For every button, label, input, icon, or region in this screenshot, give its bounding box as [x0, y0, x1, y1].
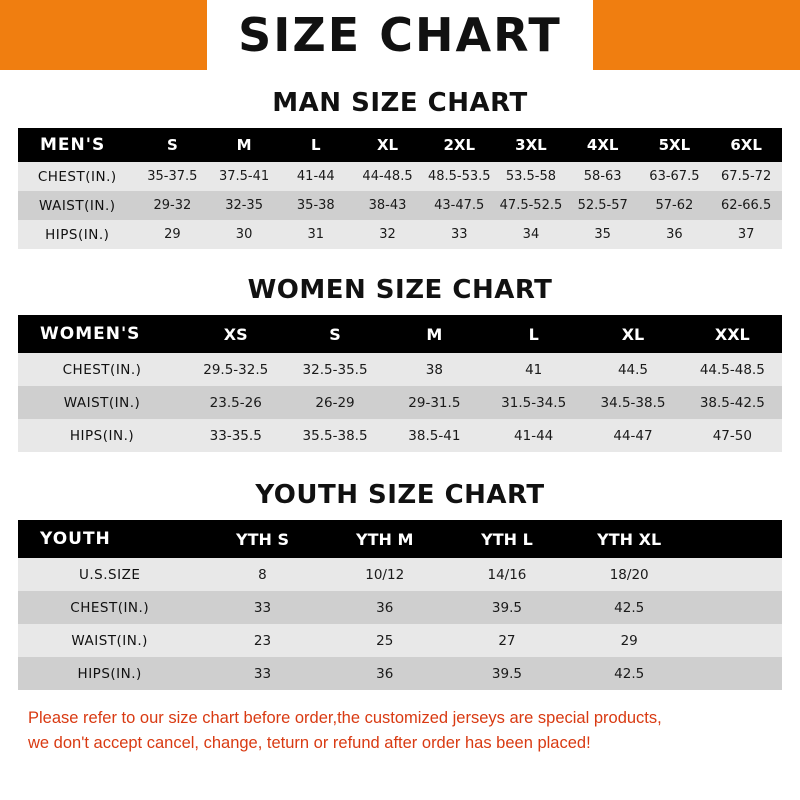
charts-container [0, 70, 800, 800]
man-r1-c6: 52.5-57 [577, 198, 628, 213]
order-notice [28, 706, 772, 756]
youth-r1-c1: 36 [376, 599, 394, 616]
women-r1-c3: 31.5-34.5 [501, 394, 567, 411]
youth-row-3-label: HIPS(IN.) [77, 665, 142, 682]
man-col-6: 4XL [586, 136, 619, 154]
women-r1-c1: 26-29 [315, 394, 355, 411]
man-row-0-label: CHEST(IN.) [37, 168, 117, 185]
youth-r1-spacer [690, 591, 782, 624]
youth-r3-c0: 33 [253, 665, 272, 682]
youth-r0-c1: 10/12 [365, 566, 405, 583]
youth-row-0-label: U.S.SIZE [78, 566, 141, 583]
youth-r3-c3: 42.5 [614, 665, 645, 682]
women-r2-c0: 33-35.5 [209, 427, 262, 444]
man-r2-c0: 29 [164, 227, 181, 242]
man-table-corner: MEN'S [40, 135, 106, 155]
table-row [18, 419, 782, 452]
man-r1-c1: 32-35 [225, 198, 263, 213]
table-row [18, 558, 782, 591]
table-row [18, 624, 782, 657]
youth-r1-c2: 39.5 [491, 599, 522, 616]
man-row-2-label: HIPS(IN.) [45, 226, 110, 243]
youth-r2-c0: 23 [253, 632, 272, 649]
women-r2-c4: 44-47 [613, 427, 653, 444]
youth-r2-c2: 27 [498, 632, 516, 649]
table-row [18, 386, 782, 419]
women-r0-c3: 41 [525, 361, 543, 378]
man-r1-c5: 47.5-52.5 [499, 198, 563, 213]
youth-section-title: YOUTH SIZE CHART [255, 480, 545, 510]
youth-size-table [18, 520, 782, 690]
youth-r3-spacer [690, 657, 782, 690]
man-r1-c8: 62-66.5 [721, 198, 772, 213]
women-r0-c5: 44.5-48.5 [699, 361, 765, 378]
women-row-0-label: CHEST(IN.) [62, 361, 142, 378]
youth-row-2-label: WAIST(IN.) [71, 632, 148, 649]
youth-r1-c3: 42.5 [614, 599, 645, 616]
table-header-row [18, 520, 782, 558]
man-r0-c2: 41-44 [296, 169, 335, 184]
man-section-title: MAN SIZE CHART [272, 88, 528, 118]
youth-r0-c2: 14/16 [487, 566, 527, 583]
youth-col-spacer [690, 520, 782, 558]
page-title: SIZE CHART [238, 8, 562, 62]
women-r0-c2: 38 [425, 361, 443, 378]
women-col-1: S [329, 324, 341, 344]
man-r2-c4: 33 [450, 227, 468, 242]
man-r0-c6: 58-63 [583, 169, 622, 184]
women-table-corner: WOMEN'S [40, 324, 141, 344]
man-r2-c6: 35 [594, 227, 611, 242]
women-r0-c4: 44.5 [617, 361, 649, 378]
youth-col-0: YTH S [235, 529, 289, 549]
youth-r3-c1: 36 [376, 665, 394, 682]
youth-table-corner: YOUTH [40, 529, 111, 549]
youth-col-2: YTH L [481, 529, 533, 549]
man-r0-c7: 63-67.5 [649, 169, 700, 184]
man-r2-c3: 32 [379, 227, 396, 242]
women-r1-c2: 29-31.5 [408, 394, 461, 411]
table-header-row [18, 128, 782, 162]
table-row [18, 191, 782, 220]
table-row [18, 162, 782, 191]
women-col-3: L [528, 324, 539, 344]
youth-r2-spacer [690, 624, 782, 657]
man-r0-c8: 67.5-72 [721, 169, 772, 184]
women-r2-c3: 41-44 [514, 427, 554, 444]
youth-r0-c0: 8 [258, 566, 267, 583]
man-col-3: XL [376, 136, 399, 154]
women-col-4: XL [621, 324, 645, 344]
women-row-2-label: HIPS(IN.) [69, 427, 135, 444]
header-banner [0, 0, 800, 70]
women-r2-c5: 47-50 [712, 427, 752, 444]
man-size-table [18, 128, 782, 249]
table-header-row [18, 315, 782, 353]
youth-row-1-label: CHEST(IN.) [70, 599, 150, 616]
man-r2-c8: 37 [737, 227, 755, 242]
youth-r2-c3: 29 [620, 632, 638, 649]
youth-r3-c2: 39.5 [491, 665, 522, 682]
order-notice-line-1: Please refer to our size chart before order,the customized jerseys are special products, [28, 709, 662, 727]
women-section-title: WOMEN SIZE CHART [247, 275, 553, 305]
youth-col-1: YTH M [356, 529, 414, 549]
women-r0-c0: 29.5-32.5 [203, 361, 269, 378]
order-notice-line-2: we don't accept cancel, change, teturn or refund after order has been placed! [28, 733, 591, 752]
man-r1-c3: 38-43 [368, 198, 407, 213]
women-row-1-label: WAIST(IN.) [63, 394, 141, 411]
man-col-4: 2XL [443, 136, 476, 154]
man-r2-c7: 36 [666, 227, 683, 242]
man-col-8: 6XL [730, 136, 762, 154]
man-r0-c3: 44-48.5 [362, 169, 413, 184]
table-row [18, 220, 782, 249]
youth-r0-c3: 18/20 [609, 566, 649, 583]
women-size-table [18, 315, 782, 452]
women-col-5: XXL [714, 324, 750, 344]
man-r0-c5: 53.5-58 [505, 169, 557, 184]
women-r0-c1: 32.5-35.5 [302, 361, 368, 378]
women-r1-c0: 23.5-26 [209, 394, 262, 411]
youth-r0-spacer [690, 558, 782, 591]
women-r2-c2: 38.5-41 [408, 427, 461, 444]
man-r2-c5: 34 [522, 227, 540, 242]
man-r1-c7: 57-62 [655, 198, 694, 213]
man-col-5: 3XL [515, 136, 547, 154]
youth-col-3: YTH XL [597, 529, 662, 549]
man-r0-c4: 48.5-53.5 [427, 169, 491, 184]
youth-r2-c1: 25 [376, 632, 394, 649]
man-r0-c0: 35-37.5 [147, 169, 198, 184]
women-col-0: XS [223, 324, 248, 344]
man-r1-c2: 35-38 [296, 198, 335, 213]
man-col-1: M [236, 136, 252, 154]
man-col-7: 5XL [658, 136, 691, 154]
man-r2-c2: 31 [307, 227, 325, 242]
man-r2-c1: 30 [235, 227, 253, 242]
youth-r1-c0: 33 [253, 599, 272, 616]
table-row [18, 591, 782, 624]
man-col-2: L [311, 136, 321, 154]
man-col-0: S [166, 136, 178, 154]
man-r1-c4: 43-47.5 [434, 198, 485, 213]
man-r0-c1: 37.5-41 [218, 169, 270, 184]
table-row [18, 353, 782, 386]
women-col-2: M [426, 324, 443, 344]
man-r1-c0: 29-32 [153, 198, 192, 213]
table-row [18, 657, 782, 690]
women-r1-c5: 38.5-42.5 [699, 394, 765, 411]
man-row-1-label: WAIST(IN.) [38, 197, 116, 214]
women-r1-c4: 34.5-38.5 [600, 394, 666, 411]
women-r2-c1: 35.5-38.5 [302, 427, 368, 444]
